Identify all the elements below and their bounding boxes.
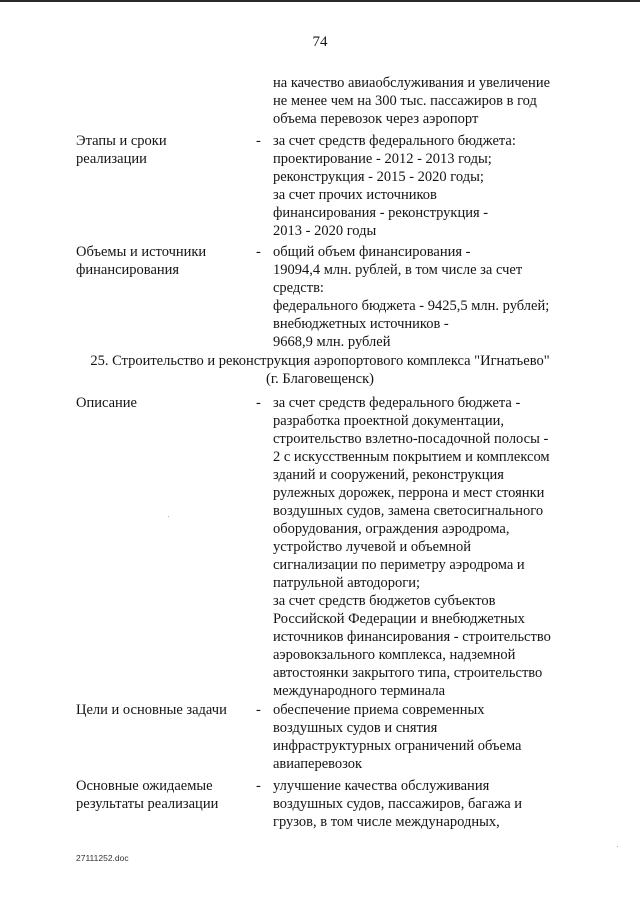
funding-value-line-5: внебюджетных источников -: [273, 316, 449, 332]
results-value-line-3: грузов, в том числе международных,: [273, 814, 500, 830]
stages-value-line-2: проектирование - 2012 - 2013 годы;: [273, 151, 492, 167]
section-heading-location: (г. Благовещенск): [266, 371, 374, 387]
description-value-line-6: рулежных дорожек, перрона и мест стоянки: [273, 485, 545, 501]
scan-speck: [168, 516, 169, 517]
section-heading: 25. Строительство и реконструкция аэропортового комплекса "Игнатьево": [90, 353, 550, 369]
description-value-line-13: Российской Федерации и внебюджетных: [273, 611, 525, 627]
description-value-line-8: оборудования, ограждения аэродрома,: [273, 521, 510, 537]
goals-value-line-3: инфраструктурных ограничений объема: [273, 738, 522, 754]
funding-value-line-1: общий объем финансирования -: [273, 244, 471, 260]
intro-line-1: на качество авиаобслуживания и увеличение: [273, 75, 551, 91]
stages-value-line-4: за счет прочих источников: [273, 187, 437, 203]
stages-value-line-3: реконструкция - 2015 - 2020 годы;: [273, 169, 484, 185]
file-reference: 27111252.doc: [76, 853, 129, 863]
description-dash: -: [256, 395, 261, 411]
intro-line-2: не менее чем на 300 тыс. пассажиров в год: [273, 93, 537, 109]
description-value-line-3: строительство взлетно-посадочной полосы -: [273, 431, 549, 447]
funding-value-line-2: 19094,4 млн. рублей, в том числе за счет: [273, 262, 523, 278]
description-label: Описание: [76, 395, 137, 411]
results-value-line-1: улучшение качества обслуживания: [273, 778, 490, 794]
funding-dash: -: [256, 244, 261, 260]
description-value-line-5: зданий и сооружений, реконструкция: [273, 467, 504, 483]
stages-label-line-1: Этапы и сроки: [76, 133, 167, 149]
description-value-line-16: автостоянки закрытого типа, строительство: [273, 665, 543, 681]
funding-value-line-6: 9668,9 млн. рублей: [273, 334, 391, 350]
stages-dash: -: [256, 133, 261, 149]
stages-value-line-1: за счет средств федерального бюджета:: [273, 133, 516, 149]
description-value-line-10: сигнализации по периметру аэродрома и: [273, 557, 525, 573]
funding-value-line-3: средств:: [273, 280, 324, 296]
page-number: 74: [312, 34, 328, 50]
goals-value-line-4: авиаперевозок: [273, 756, 363, 772]
stages-label-line-2: реализации: [76, 151, 147, 167]
description-value-line-2: разработка проектной документации,: [273, 413, 504, 429]
scan-speck: [617, 846, 618, 847]
description-value-line-4: 2 с искусственным покрытием и комплексом: [273, 449, 550, 465]
stages-value-line-5: финансирования - реконструкция -: [273, 205, 489, 221]
scan-top-edge: [0, 0, 640, 2]
description-value-line-17: международного терминала: [273, 683, 446, 699]
results-label-line-1: Основные ожидаемые: [76, 778, 213, 794]
funding-label-line-1: Объемы и источники: [76, 244, 207, 260]
goals-dash: -: [256, 702, 261, 718]
goals-value-line-1: обеспечение приема современных: [273, 702, 485, 718]
description-value-line-15: аэровокзального комплекса, надземной: [273, 647, 516, 663]
results-label-line-2: результаты реализации: [76, 796, 219, 812]
stages-value-line-6: 2013 - 2020 годы: [273, 223, 377, 239]
description-value-line-9: устройство лучевой и объемной: [273, 539, 471, 555]
description-value-line-14: источников финансирования - строительство: [273, 629, 551, 645]
funding-label-line-2: финансирования: [76, 262, 180, 278]
description-value-line-7: воздушных судов, замена светосигнального: [273, 503, 544, 519]
description-value-line-12: за счет средств бюджетов субъектов: [273, 593, 496, 609]
funding-value-line-4: федерального бюджета - 9425,5 млн. рублей;: [273, 298, 550, 314]
description-value-line-11: патрульной автодороги;: [273, 575, 421, 591]
results-value-line-2: воздушных судов, пассажиров, багажа и: [273, 796, 523, 812]
description-value-line-1: за счет средств федерального бюджета -: [273, 395, 521, 411]
goals-label: Цели и основные задачи: [76, 702, 227, 718]
results-dash: -: [256, 778, 261, 794]
intro-line-3: объема перевозок через аэропорт: [273, 111, 479, 127]
goals-value-line-2: воздушных судов и снятия: [273, 720, 438, 736]
